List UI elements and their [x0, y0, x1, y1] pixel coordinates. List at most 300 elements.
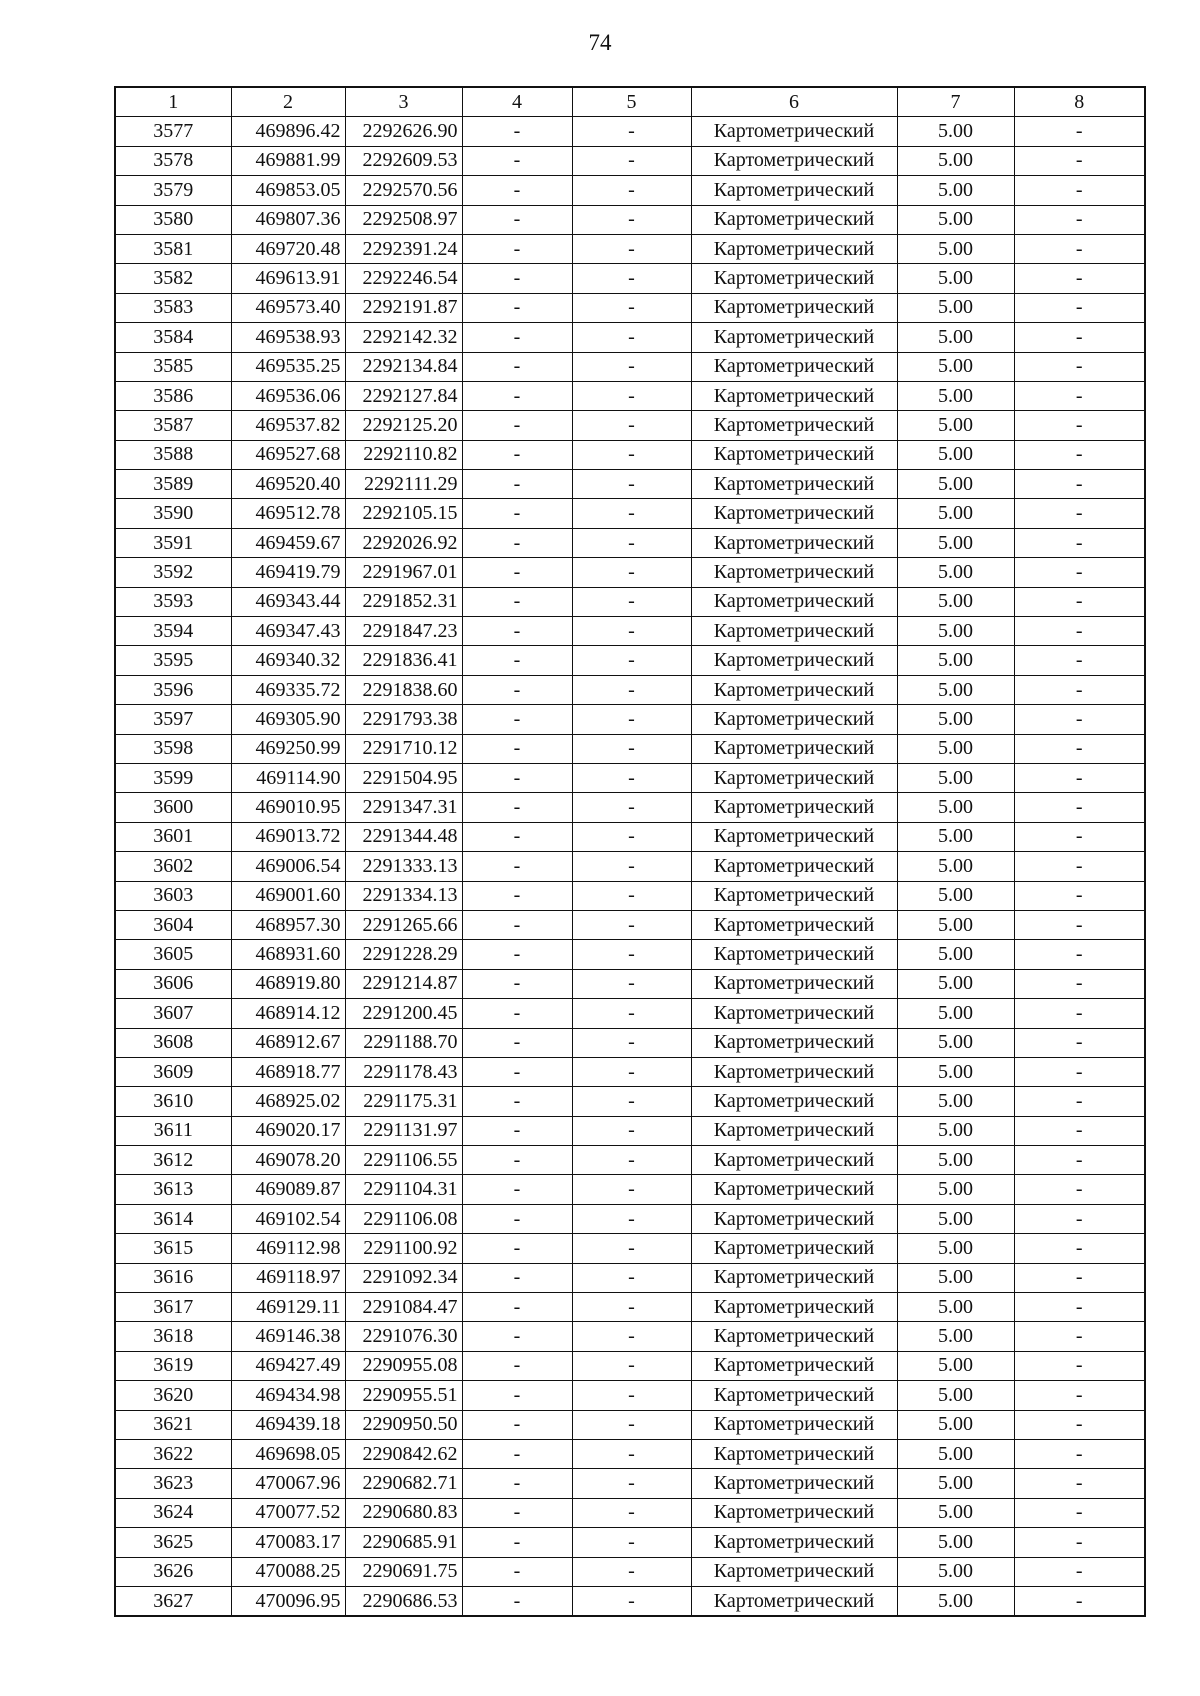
col8-cell: -: [1014, 117, 1145, 146]
col8-cell: -: [1014, 411, 1145, 440]
y-coordinate-cell: 2291084.47: [345, 1293, 462, 1322]
point-number-cell: 3614: [115, 1204, 231, 1233]
col5-cell: -: [572, 1087, 691, 1116]
col4-cell: -: [462, 910, 572, 939]
x-coordinate-cell: 469118.97: [231, 1263, 345, 1292]
accuracy-cell: 5.00: [897, 352, 1014, 381]
y-coordinate-cell: 2290955.51: [345, 1381, 462, 1410]
method-cell: Картометрический: [691, 499, 897, 528]
x-coordinate-cell: 469006.54: [231, 852, 345, 881]
col8-cell: -: [1014, 1528, 1145, 1557]
y-coordinate-cell: 2291106.55: [345, 1146, 462, 1175]
table-row: [115, 852, 1145, 881]
header-row: [115, 87, 1145, 117]
col5-cell: -: [572, 352, 691, 381]
table-row: [115, 1439, 1145, 1468]
method-cell: Картометрический: [691, 1087, 897, 1116]
column-header: 4: [462, 87, 572, 117]
col5-cell: -: [572, 1263, 691, 1292]
point-number-cell: 3590: [115, 499, 231, 528]
y-coordinate-cell: 2292125.20: [345, 411, 462, 440]
table-row: [115, 1146, 1145, 1175]
accuracy-cell: 5.00: [897, 381, 1014, 410]
x-coordinate-cell: 469698.05: [231, 1439, 345, 1468]
page-number: 74: [588, 30, 612, 55]
table-row: [115, 734, 1145, 763]
table-row: [115, 1293, 1145, 1322]
y-coordinate-cell: 2291710.12: [345, 734, 462, 763]
x-coordinate-cell: 470096.95: [231, 1586, 345, 1616]
y-coordinate-cell: 2290686.53: [345, 1586, 462, 1616]
method-cell: Картометрический: [691, 1351, 897, 1380]
col4-cell: -: [462, 852, 572, 881]
col5-cell: -: [572, 910, 691, 939]
point-number-cell: 3591: [115, 528, 231, 557]
point-number-cell: 3584: [115, 323, 231, 352]
table-row: [115, 1469, 1145, 1498]
x-coordinate-cell: 469250.99: [231, 734, 345, 763]
col4-cell: -: [462, 1557, 572, 1586]
point-number-cell: 3578: [115, 146, 231, 175]
column-header: 7: [897, 87, 1014, 117]
col5-cell: -: [572, 146, 691, 175]
col4-cell: -: [462, 470, 572, 499]
x-coordinate-cell: 469512.78: [231, 499, 345, 528]
accuracy-cell: 5.00: [897, 822, 1014, 851]
x-coordinate-cell: 469535.25: [231, 352, 345, 381]
col8-cell: -: [1014, 852, 1145, 881]
y-coordinate-cell: 2290955.08: [345, 1351, 462, 1380]
col5-cell: -: [572, 617, 691, 646]
point-number-cell: 3586: [115, 381, 231, 410]
col4-cell: -: [462, 1410, 572, 1439]
method-cell: Картометрический: [691, 587, 897, 616]
accuracy-cell: 5.00: [897, 470, 1014, 499]
method-cell: Картометрический: [691, 323, 897, 352]
method-cell: Картометрический: [691, 234, 897, 263]
method-cell: Картометрический: [691, 675, 897, 704]
y-coordinate-cell: 2291265.66: [345, 910, 462, 939]
table-row: [115, 1381, 1145, 1410]
col4-cell: -: [462, 763, 572, 792]
x-coordinate-cell: 469434.98: [231, 1381, 345, 1410]
col4-cell: -: [462, 381, 572, 410]
x-coordinate-cell: 469347.43: [231, 617, 345, 646]
x-coordinate-cell: 469536.06: [231, 381, 345, 410]
table-row: [115, 352, 1145, 381]
y-coordinate-cell: 2292626.90: [345, 117, 462, 146]
x-coordinate-cell: 469459.67: [231, 528, 345, 557]
col4-cell: -: [462, 940, 572, 969]
accuracy-cell: 5.00: [897, 1557, 1014, 1586]
col8-cell: -: [1014, 1469, 1145, 1498]
point-number-cell: 3592: [115, 558, 231, 587]
method-cell: Картометрический: [691, 1498, 897, 1527]
col4-cell: -: [462, 1234, 572, 1263]
col8-cell: -: [1014, 940, 1145, 969]
col5-cell: -: [572, 1528, 691, 1557]
col5-cell: -: [572, 646, 691, 675]
col8-cell: -: [1014, 1381, 1145, 1410]
col4-cell: -: [462, 793, 572, 822]
accuracy-cell: 5.00: [897, 323, 1014, 352]
method-cell: Картометрический: [691, 1410, 897, 1439]
col5-cell: -: [572, 1057, 691, 1086]
col8-cell: -: [1014, 470, 1145, 499]
accuracy-cell: 5.00: [897, 1410, 1014, 1439]
method-cell: Картометрический: [691, 1586, 897, 1616]
method-cell: Картометрический: [691, 617, 897, 646]
accuracy-cell: 5.00: [897, 1322, 1014, 1351]
x-coordinate-cell: 468919.80: [231, 969, 345, 998]
col8-cell: -: [1014, 1116, 1145, 1145]
table-row: [115, 176, 1145, 205]
method-cell: Картометрический: [691, 528, 897, 557]
y-coordinate-cell: 2292111.29: [345, 470, 462, 499]
method-cell: Картометрический: [691, 1469, 897, 1498]
accuracy-cell: 5.00: [897, 1028, 1014, 1057]
col8-cell: -: [1014, 1586, 1145, 1616]
col4-cell: -: [462, 323, 572, 352]
method-cell: Картометрический: [691, 1057, 897, 1086]
point-number-cell: 3596: [115, 675, 231, 704]
col8-cell: -: [1014, 1146, 1145, 1175]
table-row: [115, 205, 1145, 234]
y-coordinate-cell: 2290682.71: [345, 1469, 462, 1498]
col4-cell: -: [462, 176, 572, 205]
y-coordinate-cell: 2292191.87: [345, 293, 462, 322]
method-cell: Картометрический: [691, 440, 897, 469]
col5-cell: -: [572, 1322, 691, 1351]
y-coordinate-cell: 2291100.92: [345, 1234, 462, 1263]
col8-cell: -: [1014, 528, 1145, 557]
col5-cell: -: [572, 1234, 691, 1263]
method-cell: Картометрический: [691, 381, 897, 410]
x-coordinate-cell: 469520.40: [231, 470, 345, 499]
col8-cell: -: [1014, 176, 1145, 205]
x-coordinate-cell: 469146.38: [231, 1322, 345, 1351]
accuracy-cell: 5.00: [897, 411, 1014, 440]
y-coordinate-cell: 2291334.13: [345, 881, 462, 910]
col4-cell: -: [462, 117, 572, 146]
method-cell: Картометрический: [691, 969, 897, 998]
accuracy-cell: 5.00: [897, 1263, 1014, 1292]
col5-cell: -: [572, 1557, 691, 1586]
col5-cell: -: [572, 1204, 691, 1233]
col5-cell: -: [572, 705, 691, 734]
y-coordinate-cell: 2291188.70: [345, 1028, 462, 1057]
accuracy-cell: 5.00: [897, 1351, 1014, 1380]
method-cell: Картометрический: [691, 1381, 897, 1410]
y-coordinate-cell: 2291092.34: [345, 1263, 462, 1292]
y-coordinate-cell: 2291333.13: [345, 852, 462, 881]
y-coordinate-cell: 2291793.38: [345, 705, 462, 734]
y-coordinate-cell: 2292391.24: [345, 234, 462, 263]
point-number-cell: 3588: [115, 440, 231, 469]
point-number-cell: 3625: [115, 1528, 231, 1557]
method-cell: Картометрический: [691, 1293, 897, 1322]
accuracy-cell: 5.00: [897, 117, 1014, 146]
y-coordinate-cell: 2291967.01: [345, 558, 462, 587]
table-row: [115, 940, 1145, 969]
x-coordinate-cell: 470083.17: [231, 1528, 345, 1557]
x-coordinate-cell: 469527.68: [231, 440, 345, 469]
accuracy-cell: 5.00: [897, 1469, 1014, 1498]
table-row: [115, 881, 1145, 910]
accuracy-cell: 5.00: [897, 528, 1014, 557]
point-number-cell: 3626: [115, 1557, 231, 1586]
point-number-cell: 3609: [115, 1057, 231, 1086]
col5-cell: -: [572, 1146, 691, 1175]
point-number-cell: 3602: [115, 852, 231, 881]
x-coordinate-cell: 470077.52: [231, 1498, 345, 1527]
table-row: [115, 1028, 1145, 1057]
x-coordinate-cell: 469020.17: [231, 1116, 345, 1145]
col5-cell: -: [572, 1381, 691, 1410]
col4-cell: -: [462, 352, 572, 381]
table-row: [115, 499, 1145, 528]
table-row: [115, 146, 1145, 175]
x-coordinate-cell: 468931.60: [231, 940, 345, 969]
method-cell: Картометрический: [691, 293, 897, 322]
method-cell: Картометрический: [691, 1322, 897, 1351]
col4-cell: -: [462, 1439, 572, 1468]
col5-cell: -: [572, 734, 691, 763]
col4-cell: -: [462, 587, 572, 616]
col5-cell: -: [572, 1028, 691, 1057]
x-coordinate-cell: 469853.05: [231, 176, 345, 205]
column-header: 3: [345, 87, 462, 117]
col4-cell: -: [462, 617, 572, 646]
accuracy-cell: 5.00: [897, 440, 1014, 469]
method-cell: Картометрический: [691, 1234, 897, 1263]
point-number-cell: 3610: [115, 1087, 231, 1116]
x-coordinate-cell: 469112.98: [231, 1234, 345, 1263]
y-coordinate-cell: 2292508.97: [345, 205, 462, 234]
y-coordinate-cell: 2292026.92: [345, 528, 462, 557]
col4-cell: -: [462, 1381, 572, 1410]
table-row: [115, 793, 1145, 822]
y-coordinate-cell: 2290680.83: [345, 1498, 462, 1527]
col5-cell: -: [572, 1116, 691, 1145]
y-coordinate-cell: 2292105.15: [345, 499, 462, 528]
method-cell: Картометрический: [691, 146, 897, 175]
col5-cell: -: [572, 675, 691, 704]
col5-cell: -: [572, 822, 691, 851]
col4-cell: -: [462, 1087, 572, 1116]
col5-cell: -: [572, 1498, 691, 1527]
col5-cell: -: [572, 470, 691, 499]
col8-cell: -: [1014, 352, 1145, 381]
y-coordinate-cell: 2291131.97: [345, 1116, 462, 1145]
x-coordinate-cell: 469419.79: [231, 558, 345, 587]
table-row: [115, 234, 1145, 263]
table-row: [115, 910, 1145, 939]
point-number-cell: 3606: [115, 969, 231, 998]
col8-cell: -: [1014, 323, 1145, 352]
x-coordinate-cell: 469089.87: [231, 1175, 345, 1204]
table-row: [115, 1116, 1145, 1145]
method-cell: Картометрический: [691, 1028, 897, 1057]
col5-cell: -: [572, 117, 691, 146]
point-number-cell: 3598: [115, 734, 231, 763]
col5-cell: -: [572, 381, 691, 410]
col8-cell: -: [1014, 1028, 1145, 1057]
x-coordinate-cell: 469537.82: [231, 411, 345, 440]
col5-cell: -: [572, 587, 691, 616]
x-coordinate-cell: 468912.67: [231, 1028, 345, 1057]
table-row: [115, 1351, 1145, 1380]
col5-cell: -: [572, 440, 691, 469]
point-number-cell: 3621: [115, 1410, 231, 1439]
col5-cell: -: [572, 940, 691, 969]
col8-cell: -: [1014, 558, 1145, 587]
column-header: 6: [691, 87, 897, 117]
col4-cell: -: [462, 1028, 572, 1057]
col8-cell: -: [1014, 999, 1145, 1028]
accuracy-cell: 5.00: [897, 1586, 1014, 1616]
x-coordinate-cell: 470088.25: [231, 1557, 345, 1586]
method-cell: Картометрический: [691, 1175, 897, 1204]
col5-cell: -: [572, 969, 691, 998]
col8-cell: -: [1014, 1057, 1145, 1086]
column-header: 1: [115, 87, 231, 117]
col8-cell: -: [1014, 293, 1145, 322]
accuracy-cell: 5.00: [897, 763, 1014, 792]
y-coordinate-cell: 2292127.84: [345, 381, 462, 410]
accuracy-cell: 5.00: [897, 1175, 1014, 1204]
table-row: [115, 117, 1145, 146]
table-row: [115, 1557, 1145, 1586]
x-coordinate-cell: 469102.54: [231, 1204, 345, 1233]
x-coordinate-cell: 469720.48: [231, 234, 345, 263]
accuracy-cell: 5.00: [897, 734, 1014, 763]
table-row: [115, 558, 1145, 587]
y-coordinate-cell: 2290842.62: [345, 1439, 462, 1468]
method-cell: Картометрический: [691, 793, 897, 822]
x-coordinate-cell: 469439.18: [231, 1410, 345, 1439]
col5-cell: -: [572, 205, 691, 234]
col4-cell: -: [462, 705, 572, 734]
col8-cell: -: [1014, 234, 1145, 263]
col5-cell: -: [572, 793, 691, 822]
col4-cell: -: [462, 411, 572, 440]
col4-cell: -: [462, 675, 572, 704]
coordinates-table: [114, 86, 1146, 1617]
table-row: [115, 264, 1145, 293]
x-coordinate-cell: 469078.20: [231, 1146, 345, 1175]
point-number-cell: 3622: [115, 1439, 231, 1468]
col4-cell: -: [462, 234, 572, 263]
col8-cell: -: [1014, 381, 1145, 410]
col5-cell: -: [572, 1439, 691, 1468]
col4-cell: -: [462, 1351, 572, 1380]
point-number-cell: 3604: [115, 910, 231, 939]
table-row: [115, 381, 1145, 410]
y-coordinate-cell: 2291504.95: [345, 763, 462, 792]
method-cell: Картометрический: [691, 176, 897, 205]
table-row: [115, 293, 1145, 322]
col4-cell: -: [462, 1293, 572, 1322]
table-row: [115, 323, 1145, 352]
point-number-cell: 3601: [115, 822, 231, 851]
col8-cell: -: [1014, 705, 1145, 734]
y-coordinate-cell: 2291200.45: [345, 999, 462, 1028]
y-coordinate-cell: 2291852.31: [345, 587, 462, 616]
accuracy-cell: 5.00: [897, 1498, 1014, 1527]
table-row: [115, 1234, 1145, 1263]
table-row: [115, 1586, 1145, 1616]
table-row: [115, 617, 1145, 646]
col8-cell: -: [1014, 1175, 1145, 1204]
col8-cell: -: [1014, 440, 1145, 469]
point-number-cell: 3579: [115, 176, 231, 205]
accuracy-cell: 5.00: [897, 1146, 1014, 1175]
table-row: [115, 1204, 1145, 1233]
x-coordinate-cell: 469427.49: [231, 1351, 345, 1380]
x-coordinate-cell: 469114.90: [231, 763, 345, 792]
x-coordinate-cell: 468925.02: [231, 1087, 345, 1116]
table-row: [115, 1498, 1145, 1527]
y-coordinate-cell: 2290685.91: [345, 1528, 462, 1557]
table-row: [115, 999, 1145, 1028]
col8-cell: -: [1014, 146, 1145, 175]
point-number-cell: 3599: [115, 763, 231, 792]
method-cell: Картометрический: [691, 763, 897, 792]
method-cell: Картометрический: [691, 264, 897, 293]
col4-cell: -: [462, 499, 572, 528]
accuracy-cell: 5.00: [897, 558, 1014, 587]
col8-cell: -: [1014, 1087, 1145, 1116]
col5-cell: -: [572, 1410, 691, 1439]
col4-cell: -: [462, 440, 572, 469]
x-coordinate-cell: 469001.60: [231, 881, 345, 910]
col4-cell: -: [462, 1528, 572, 1557]
point-number-cell: 3581: [115, 234, 231, 263]
col4-cell: -: [462, 1322, 572, 1351]
table-row: [115, 1087, 1145, 1116]
accuracy-cell: 5.00: [897, 1234, 1014, 1263]
accuracy-cell: 5.00: [897, 205, 1014, 234]
col5-cell: -: [572, 323, 691, 352]
point-number-cell: 3616: [115, 1263, 231, 1292]
col5-cell: -: [572, 1293, 691, 1322]
x-coordinate-cell: 469538.93: [231, 323, 345, 352]
col8-cell: -: [1014, 1351, 1145, 1380]
col8-cell: -: [1014, 793, 1145, 822]
col8-cell: -: [1014, 646, 1145, 675]
col5-cell: -: [572, 1469, 691, 1498]
method-cell: Картометрический: [691, 1146, 897, 1175]
accuracy-cell: 5.00: [897, 1439, 1014, 1468]
col4-cell: -: [462, 1116, 572, 1145]
col8-cell: -: [1014, 1557, 1145, 1586]
col4-cell: -: [462, 146, 572, 175]
method-cell: Картометрический: [691, 705, 897, 734]
x-coordinate-cell: 469881.99: [231, 146, 345, 175]
accuracy-cell: 5.00: [897, 264, 1014, 293]
x-coordinate-cell: 469340.32: [231, 646, 345, 675]
accuracy-cell: 5.00: [897, 1204, 1014, 1233]
table-row: [115, 646, 1145, 675]
col8-cell: -: [1014, 1439, 1145, 1468]
point-number-cell: 3624: [115, 1498, 231, 1527]
col4-cell: -: [462, 1498, 572, 1527]
accuracy-cell: 5.00: [897, 1057, 1014, 1086]
table-row: [115, 1528, 1145, 1557]
table-row: [115, 411, 1145, 440]
col4-cell: -: [462, 734, 572, 763]
